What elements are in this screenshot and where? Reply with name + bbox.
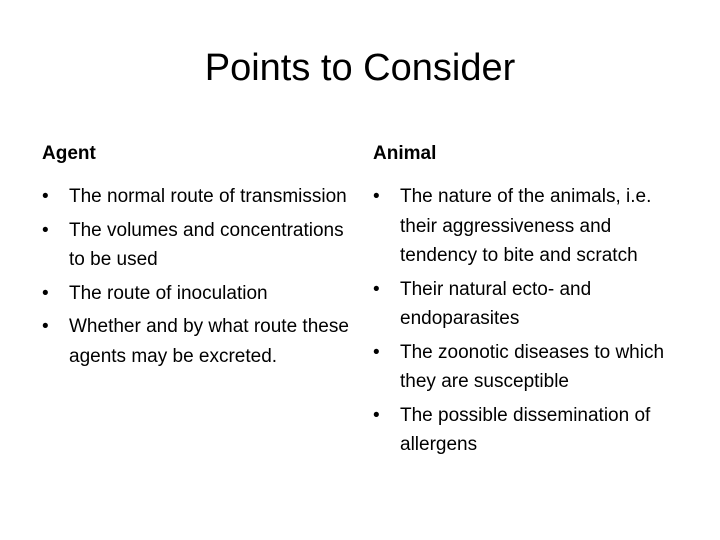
agent-bullet-item — [42, 312, 352, 371]
agent-bullet-text: The normal route of transmission — [69, 186, 347, 207]
bullet-icon: • — [373, 186, 380, 207]
bullet-icon: • — [373, 404, 380, 426]
agent-bullet-text: Whether and by what route these agents may be excreted. — [69, 316, 349, 367]
animal-column — [373, 138, 683, 464]
animal-bullet-item — [373, 275, 683, 334]
bullet-icon: • — [373, 341, 380, 363]
animal-bullet-text: Their natural ecto- and endoparasites — [400, 278, 592, 329]
slide-title: Points to Consider — [204, 47, 516, 89]
bullet-icon: • — [42, 282, 49, 304]
animal-bullet-text: The nature of the animals, i.e. their aggressiveness and tendency to bite and scratch — [400, 186, 652, 266]
animal-bullet-item — [373, 338, 683, 397]
agent-bullet-item — [42, 279, 352, 309]
bullet-icon: • — [42, 186, 49, 207]
agent-bullet-text: The route of inoculation — [69, 282, 268, 304]
agent-heading: Agent — [42, 143, 96, 164]
agent-bullet-item — [42, 182, 352, 212]
animal-bullet-item — [373, 401, 683, 460]
animal-bullet-list — [373, 182, 683, 460]
agent-bullet-item — [42, 216, 352, 275]
animal-bullet-text: The zoonotic diseases to which they are susceptible — [400, 341, 665, 392]
agent-column — [42, 138, 352, 375]
animal-bullet-item — [373, 182, 683, 271]
animal-heading: Animal — [373, 143, 437, 164]
animal-bullet-text: The possible dissemination of allergens — [400, 404, 651, 455]
bullet-icon: • — [373, 278, 380, 300]
bullet-icon: • — [42, 219, 49, 241]
agent-bullet-text: The volumes and concentrations to be used — [69, 219, 344, 270]
agent-bullet-list — [42, 182, 352, 371]
bullet-icon: • — [42, 316, 49, 337]
